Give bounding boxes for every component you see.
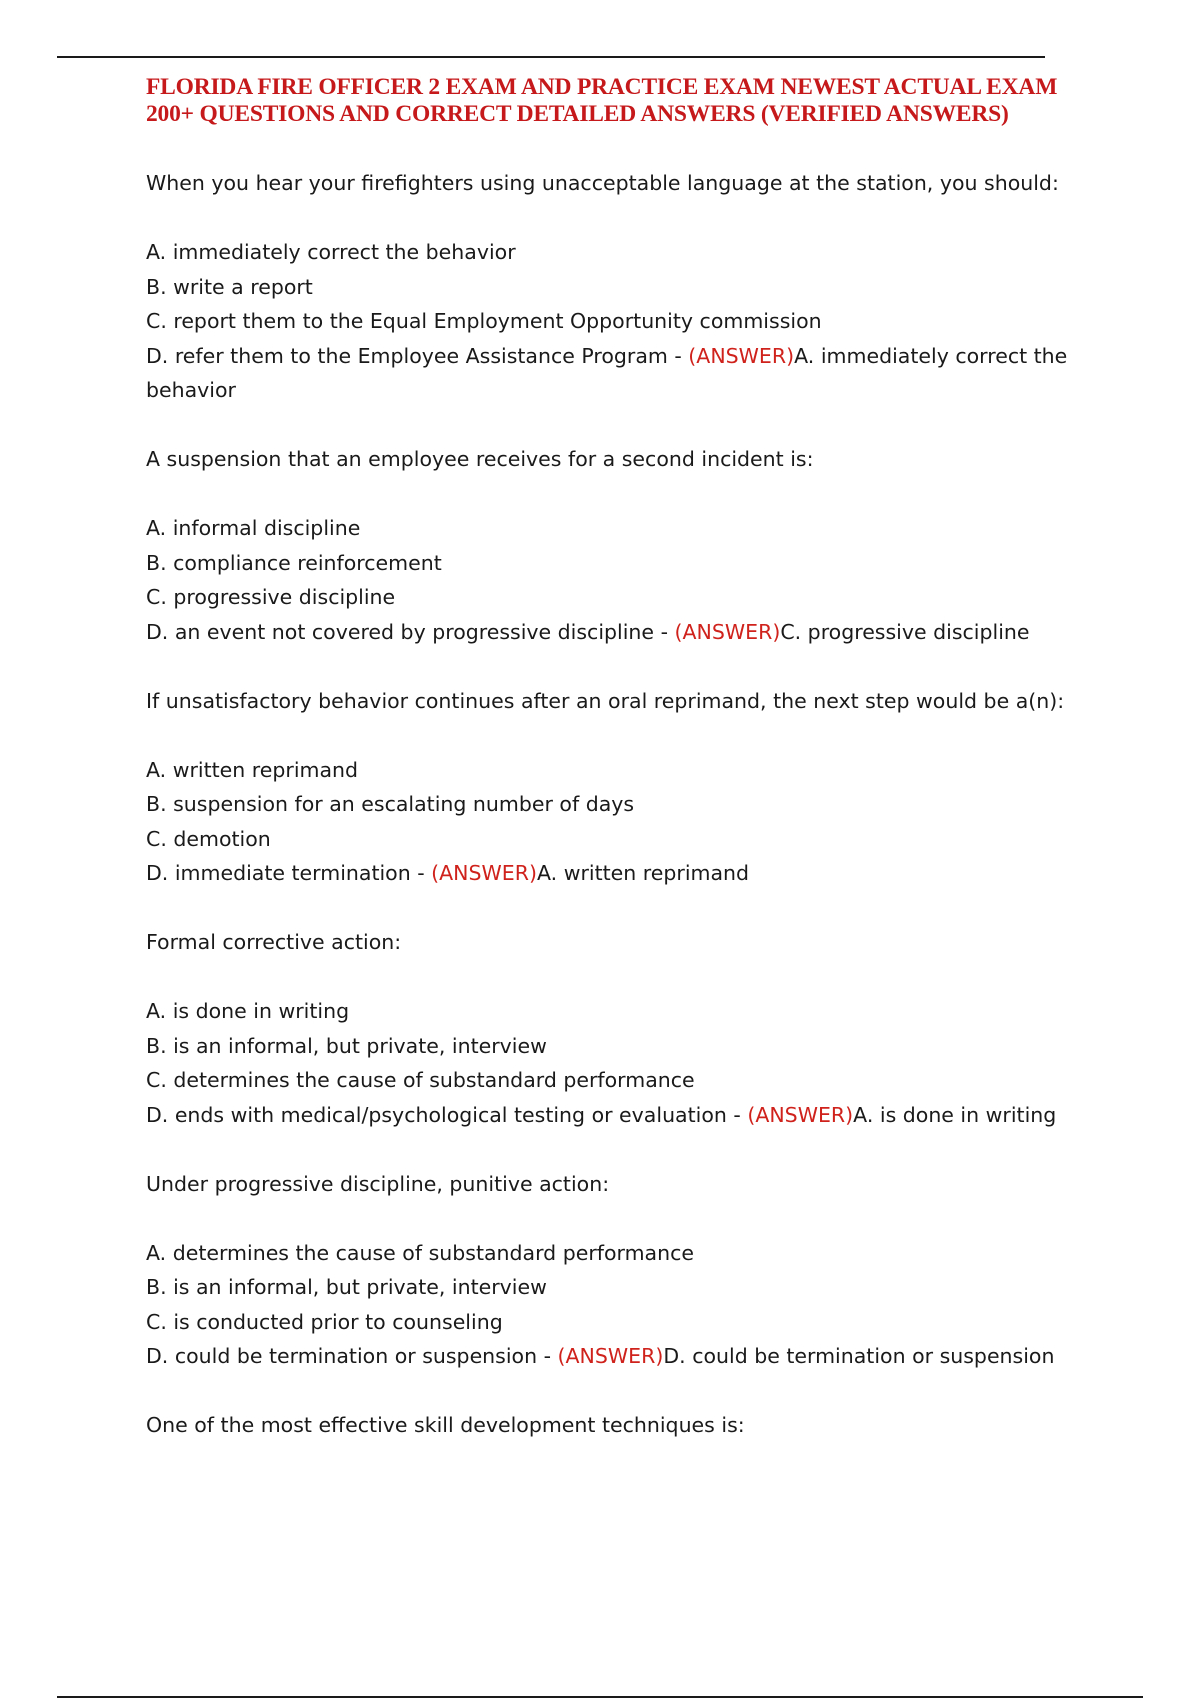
option-d-with-answer bbox=[146, 1339, 1086, 1374]
bottom-rule bbox=[57, 1696, 1143, 1698]
answer-marker: (ANSWER) bbox=[747, 1102, 854, 1127]
document-title: FLORIDA FIRE OFFICER 2 EXAM AND PRACTICE EXAM NEWEST ACTUAL EXAM 200+ QUESTIONS AND CORRECT DETAILED ANSWERS (VERIFIED ANSWERS) bbox=[146, 74, 1058, 127]
question-text: A suspension that an employee receives for a second incident is: bbox=[146, 447, 814, 471]
answer-marker: (ANSWER) bbox=[674, 619, 781, 644]
question-text: Under progressive discipline, punitive action: bbox=[146, 1171, 610, 1196]
option-list bbox=[146, 753, 1086, 891]
option-b: B. compliance reinforcement bbox=[146, 550, 442, 575]
top-rule bbox=[57, 56, 1045, 58]
answer-text: D. could be termination or suspension bbox=[663, 1344, 1055, 1368]
option-a: A. is done in writing bbox=[146, 999, 350, 1023]
answer-marker: (ANSWER) bbox=[688, 343, 795, 368]
qa-block bbox=[146, 166, 1086, 408]
option-d: D. an event not covered by progressive discipline bbox=[146, 619, 655, 644]
option-d: D. refer them to the Employee Assistance Program bbox=[146, 343, 668, 368]
option-d-with-answer bbox=[146, 856, 1086, 891]
option-d-with-answer bbox=[146, 1098, 1086, 1133]
separator: - bbox=[667, 343, 689, 368]
qa-block bbox=[146, 684, 1086, 891]
option-list bbox=[146, 994, 1086, 1132]
option-d-with-answer bbox=[146, 339, 1086, 408]
answer-text: A. is done in writing bbox=[853, 1102, 1057, 1127]
option-a: A. written reprimand bbox=[146, 757, 359, 782]
answer-marker: (ANSWER) bbox=[557, 1344, 664, 1368]
option-c: C. progressive discipline bbox=[146, 585, 396, 609]
answer-text: A. immediately correct the behavior bbox=[146, 343, 1068, 402]
document-page bbox=[146, 74, 1086, 1443]
option-a: A. immediately correct the behavior bbox=[146, 240, 516, 264]
option-b: B. write a report bbox=[146, 274, 313, 299]
option-d: D. immediate termination bbox=[146, 861, 411, 885]
option-a: A. informal discipline bbox=[146, 516, 361, 540]
qa-block bbox=[146, 1408, 1086, 1443]
option-c: C. determines the cause of substandard performance bbox=[146, 1068, 695, 1092]
separator: - bbox=[726, 1102, 748, 1127]
option-c: C. demotion bbox=[146, 826, 271, 851]
question-text: If unsatisfactory behavior continues after an oral reprimand, the next step would be a(n): bbox=[146, 688, 1065, 713]
separator: - bbox=[654, 619, 675, 644]
separator: - bbox=[537, 1344, 558, 1368]
question-text: Formal corrective action: bbox=[146, 930, 402, 954]
option-c: C. is conducted prior to counseling bbox=[146, 1309, 503, 1334]
qa-block bbox=[146, 442, 1086, 649]
option-d: D. could be termination or suspension bbox=[146, 1344, 538, 1368]
option-list bbox=[146, 235, 1086, 408]
option-b: B. suspension for an escalating number of days bbox=[146, 792, 635, 816]
answer-text: C. progressive discipline bbox=[780, 619, 1030, 644]
separator: - bbox=[410, 861, 432, 885]
option-b: B. is an informal, but private, interview bbox=[146, 1275, 547, 1299]
option-d-with-answer bbox=[146, 615, 1086, 650]
question-text: When you hear your firefighters using unacceptable language at the station, you should: bbox=[146, 171, 1059, 195]
option-d: D. ends with medical/psychological testing or evaluation bbox=[146, 1102, 727, 1127]
option-list bbox=[146, 511, 1086, 649]
option-c: C. report them to the Equal Employment Opportunity commission bbox=[146, 309, 822, 333]
qa-block bbox=[146, 1167, 1086, 1374]
option-a: A. determines the cause of substandard performance bbox=[146, 1240, 694, 1265]
option-b: B. is an informal, but private, interview bbox=[146, 1033, 547, 1058]
option-list bbox=[146, 1236, 1086, 1374]
question-text: One of the most effective skill development techniques is: bbox=[146, 1413, 745, 1437]
answer-marker: (ANSWER) bbox=[431, 861, 537, 885]
qa-block bbox=[146, 925, 1086, 1132]
answer-text: A. written reprimand bbox=[537, 861, 750, 885]
